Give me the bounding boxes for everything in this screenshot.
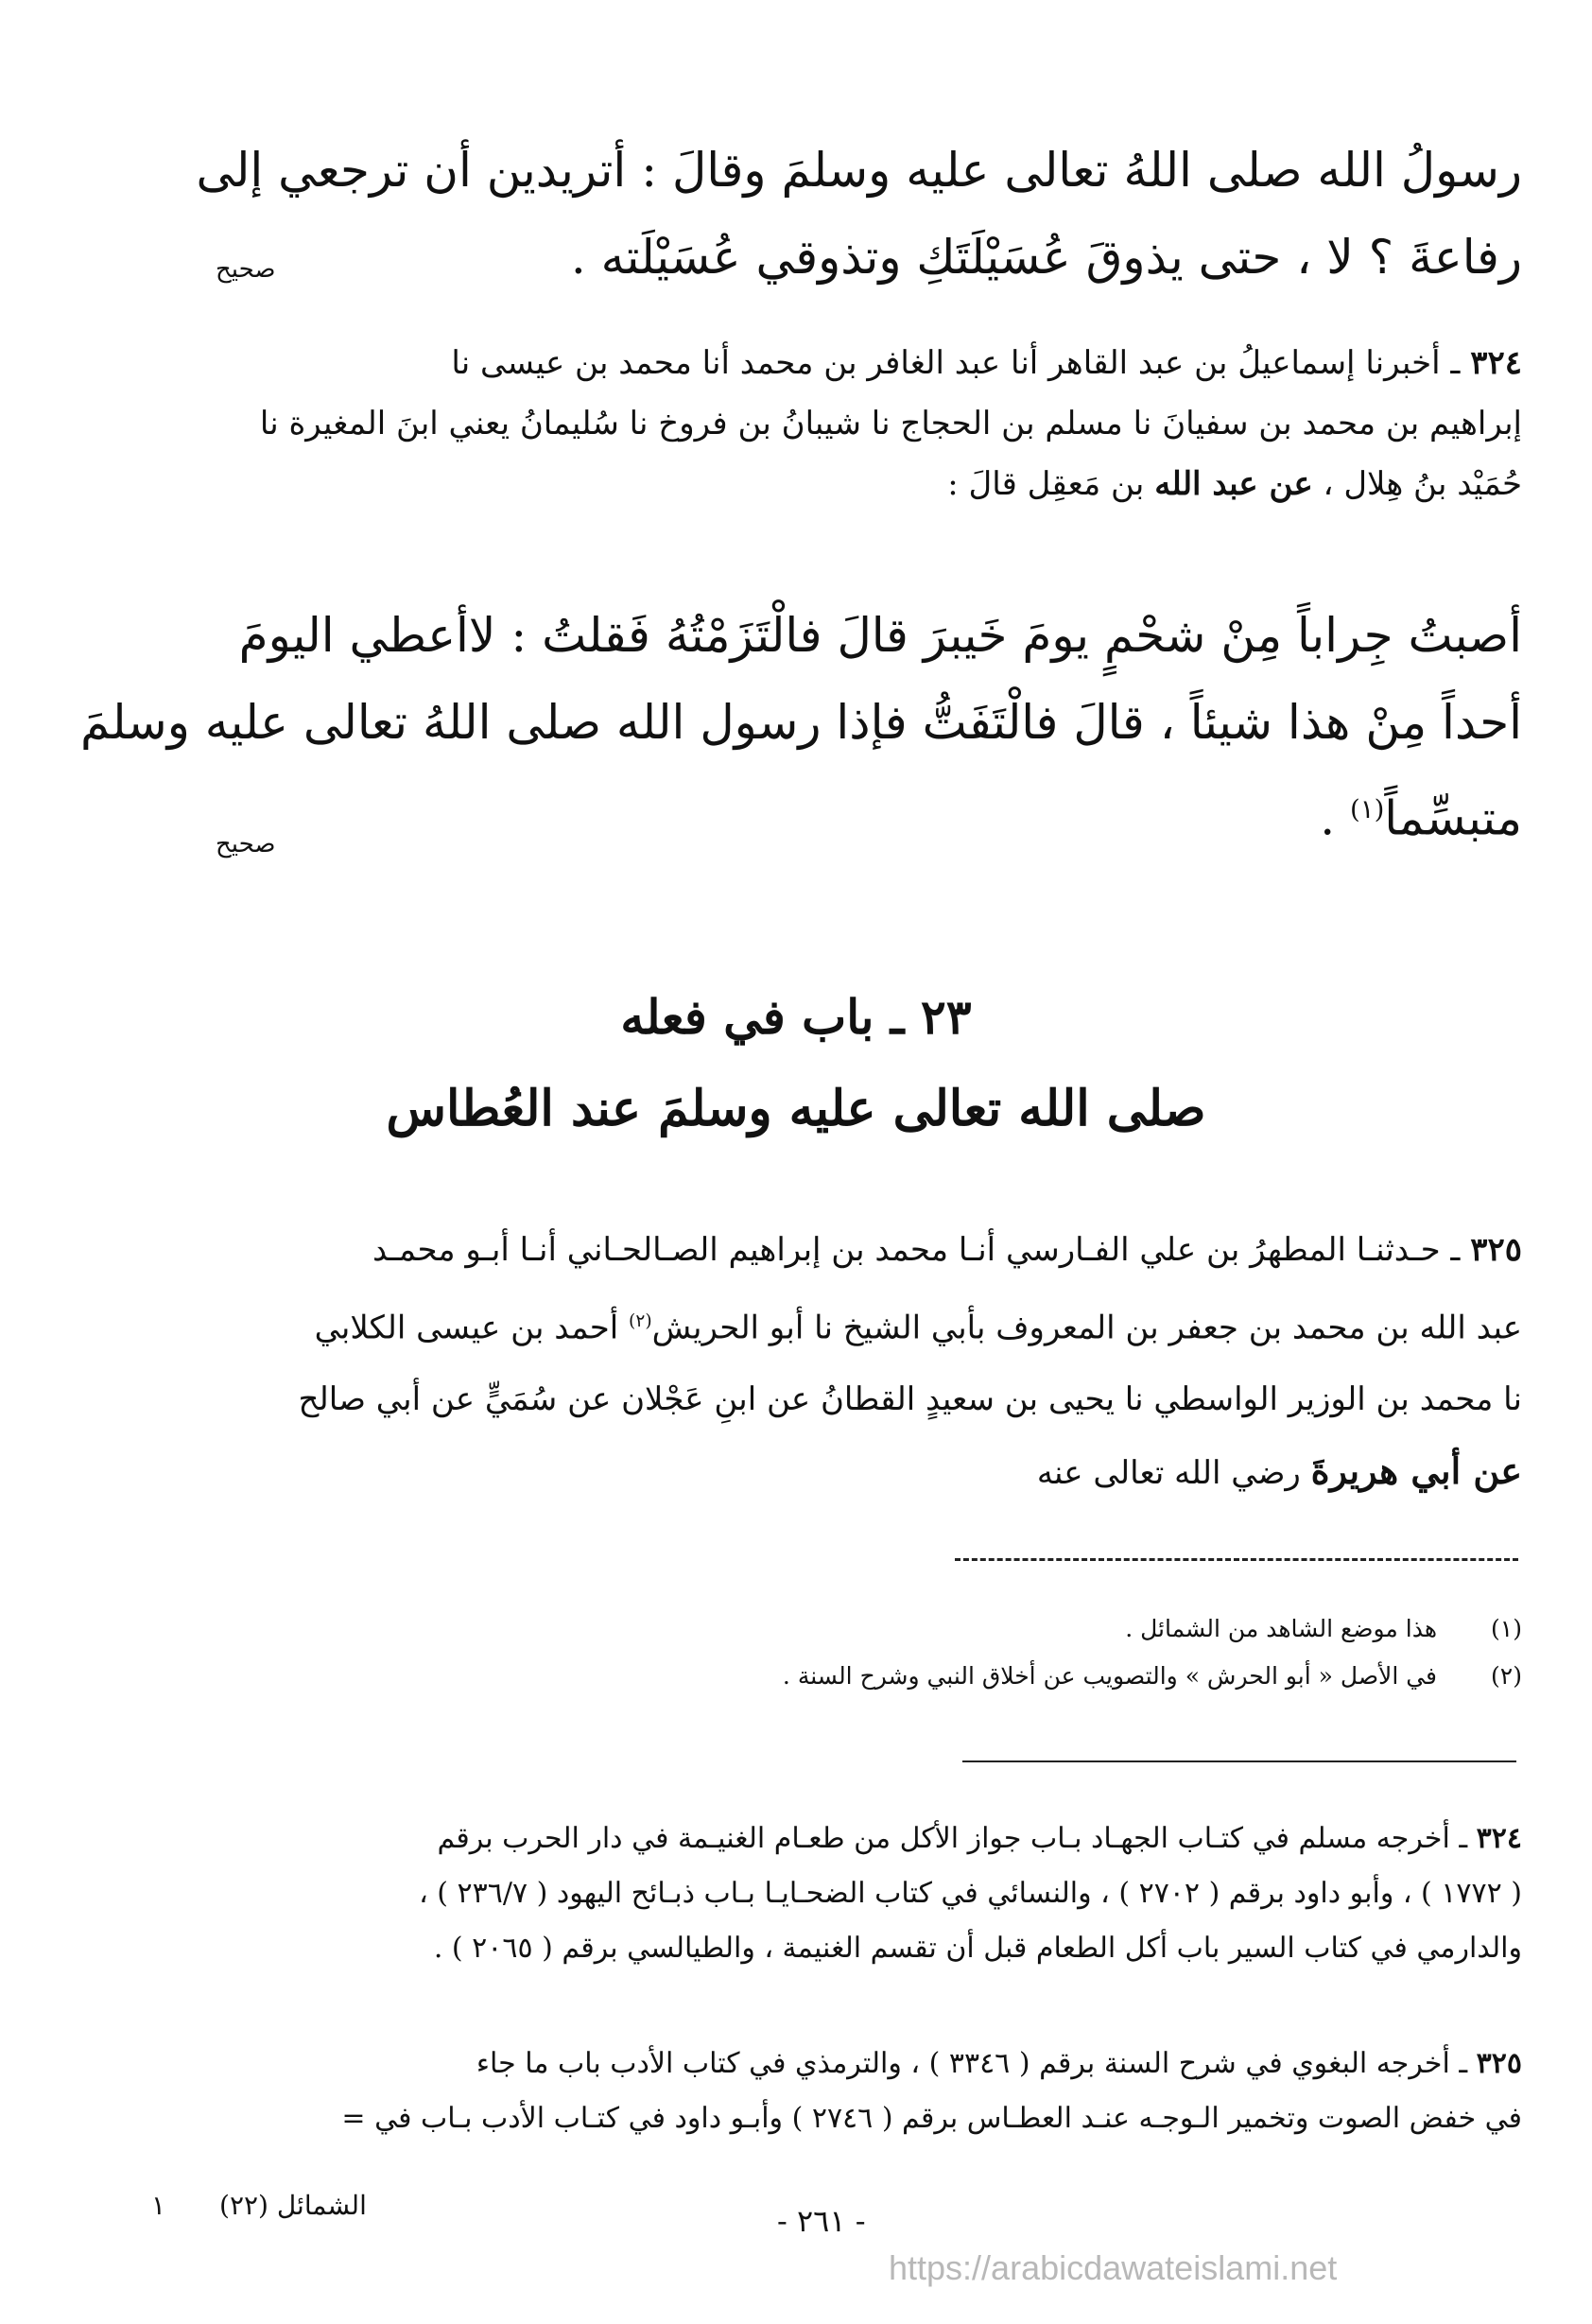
book-signature: الشمائل (٢٢) — [219, 2190, 367, 2221]
hadith-number: ٣٢٥ — [1470, 1231, 1522, 1269]
dashed-separator — [955, 1558, 1518, 1561]
text-line: متبسِّماً — [1384, 790, 1522, 846]
chapter-title: ٢٣ ـ باب في فعله — [620, 989, 972, 1045]
text-line: رسولُ الله صلى اللهُ تعالى عليه وسلمَ وقالَ : أتريدين أن ترجعي إلى — [196, 143, 1522, 198]
text-line: أصبتُ جِراباً مِنْ شحْمٍ يومَ خَيبرَ قالَ فالْتَزَمْتُهُ فَقلتُ : لاأعطي اليومَ — [238, 608, 1522, 663]
footnote-number: (٢) — [1491, 1662, 1522, 1690]
page-number: - ٢٦١ - — [777, 2203, 866, 2239]
footnote-ref: (٢) — [629, 1311, 652, 1331]
text-line: بن مَعقِل قالَ : — [947, 465, 1145, 503]
hadith-324-isnad: ٣٢٤ ـ أخبرنا إسماعيلُ بن عبد القاهر أنا عبد الغافر بن محمد أنا محمد بن عيسى نا إبراهيم بن محمد بن سفيانَ نا مسلم بن الحجاج نا شيبانُ بن فروخ نا سُليمانُ يعني ابنَ المغيرة نا حُمَيْد بنُ هِلال ، عن عبد الله بن مَعقِل قالَ : — [210, 333, 1522, 514]
takhrij-325: ٣٢٥ ـ أخرجه البغوي في شرح السنة برقم ( ٣٣٤٦ ) ، والترمذي في كتاب الأدب باب ما جاء في خفض الصوت وتخمير الـوجـه عنـد العطـاس برقم ( ٢٧٤٦ ) وأبـو داود في كتـاب الأدب بـاب في = — [200, 2037, 1522, 2146]
takhrij-324: ٣٢٤ ـ أخرجه مسلم في كتـاب الجهـاد بـاب جواز الأكل من طعـام الغنيـمة في دار الحرب برقم ( ١٧٧٢ ) ، وأبو داود برقم ( ٢٧٠٢ ) ، والنسائي في كتاب الضحـايـا بـاب ذبـائح اليهود ( ٢٣٦/٧ ) ، والدارمي في كتاب السير باب أكل الطعام قبل أن تقسم الغنيمة ، والطيالسي برقم ( ٢٠٦٥ ) . — [210, 1812, 1522, 1976]
grade-label: صحيح — [216, 830, 276, 858]
footnote-separator — [962, 1760, 1516, 1762]
hadith-number: ٣٢٤ — [1470, 344, 1522, 382]
takhrij-number: ٣٢٥ — [1476, 2047, 1522, 2080]
footnote-text: في الأصل « أبو الحرش » والتصويب عن أخلاق النبي وشرح السنة . — [782, 1662, 1437, 1690]
takhrij-number: ٣٢٤ — [1476, 1822, 1522, 1855]
text-line: والدارمي في كتاب السير باب أكل الطعام قبل أن تقسم الغنيمة ، والطيالسي برقم ( ٢٠٦٥ ) . — [433, 1932, 1522, 1965]
text-line: في خفض الصوت وتخمير الـوجـه عنـد العطـاس برقم ( ٢٧٤٦ ) وأبـو داود في كتـاب الأدب بـاب في = — [341, 2102, 1522, 2135]
text-line: أخرجه مسلم في كتـاب الجهـاد بـاب جواز الأكل من طعـام الغنيـمة في دار الحرب برقم — [437, 1822, 1450, 1855]
text-line: إبراهيم بن محمد بن سفيانَ نا مسلم بن الحجاج نا شيبانُ بن فروخ نا سُليمانُ يعني ابنَ المغيرة نا — [259, 405, 1522, 442]
footnotes — [473, 1605, 1522, 1700]
narrator-name: عن عبد الله — [1154, 465, 1313, 503]
text-line: أخبرنا إسماعيلُ بن عبد القاهر أنا عبد الغافر بن محمد أنا محمد بن عيسى نا — [451, 344, 1441, 382]
text-line: أحمد بن عيسى الكلابي — [314, 1309, 619, 1347]
text-line: أحداً مِنْ هذا شيئاً ، قالَ فالْتَفَتُّ فإذا رسول الله صلى اللهُ تعالى عليه وسلمَ — [79, 695, 1522, 750]
text-line: عبد الله بن محمد بن جعفر بن المعروف بأبي الشيخ نا أبو الحريش — [651, 1309, 1522, 1347]
grade-label: صحيح — [216, 255, 276, 284]
hadith-324-matn: أصبتُ جِراباً مِنْ شحْمٍ يومَ خَيبرَ قالَ فالْتَزَمْتُهُ فَقلتُ : لاأعطي اليومَ أحداً مِنْ هذا شيئاً ، قالَ فالْتَفَتُّ فإذا رسول الله صلى اللهُ تعالى عليه وسلمَ متبسِّماً$^{(١)}$ . — [210, 592, 1522, 862]
footnote-number: (١) — [1491, 1615, 1522, 1642]
text-line: حـدثنـا المطهرُ بن علي الفـارسي أنـا محمد بن إبراهيم الصـالحـاني أنـا أبـو محمـد — [372, 1231, 1441, 1269]
text-line: أخرجه البغوي في شرح السنة برقم ( ٣٣٤٦ ) ، والترمذي في كتاب الأدب باب ما جاء — [476, 2047, 1450, 2080]
footnote-text: هذا موضع الشاهد من الشمائل . — [1125, 1615, 1437, 1642]
hadith-323-tail — [196, 127, 1522, 301]
text-line: رفاعةَ ؟ لا ، حتى يذوقَ عُسَيْلَتَكِ وتذوقي عُسَيْلَته . — [570, 230, 1522, 285]
hadith-325: ٣٢٥ ـ حـدثنـا المطهرُ بن علي الفـارسي أنـا محمد بن إبراهيم الصـالحـاني أنـا أبـو محمـد عبد الله بن محمد بن جعفر بن المعروف بأبي الشيخ نا أبو الحريش$^{(٢)}$ أحمد بن عيسى الكلابي نا محمد بن الوزير الواسطي نا يحيى بن سعيدٍ القطانُ عن ابنِ عَجْلان عن سُمَيٍّ عن أبي صالح عن أبي هريرةَ رضي الله تعالى عنه — [210, 1214, 1522, 1509]
narrator-name: عن أبي هريرةَ — [1310, 1449, 1522, 1493]
text-line: ( ١٧٧٢ ) ، وأبو داود برقم ( ٢٧٠٢ ) ، والنسائي في كتاب الضحـايـا بـاب ذبـائح اليهود ( ٢٣٦/٧ ) ، — [419, 1877, 1522, 1910]
watermark-url: https://arabicdawateislami.net — [889, 2248, 1338, 2287]
text-line: حُمَيْد بنُ هِلال ، — [1323, 465, 1522, 503]
text-line: نا محمد بن الوزير الواسطي نا يحيى بن سعيدٍ القطانُ عن ابنِ عَجْلان عن سُمَيٍّ عن أبي صالح — [298, 1380, 1522, 1419]
chapter-subtitle: صلى الله تعالى عليه وسلمَ عند العُطاس — [386, 1080, 1206, 1137]
text-line: رضي الله تعالى عنه — [1036, 1454, 1301, 1493]
footnote-ref: (١) — [1350, 794, 1385, 824]
signature-mark: ١ — [151, 2190, 166, 2221]
